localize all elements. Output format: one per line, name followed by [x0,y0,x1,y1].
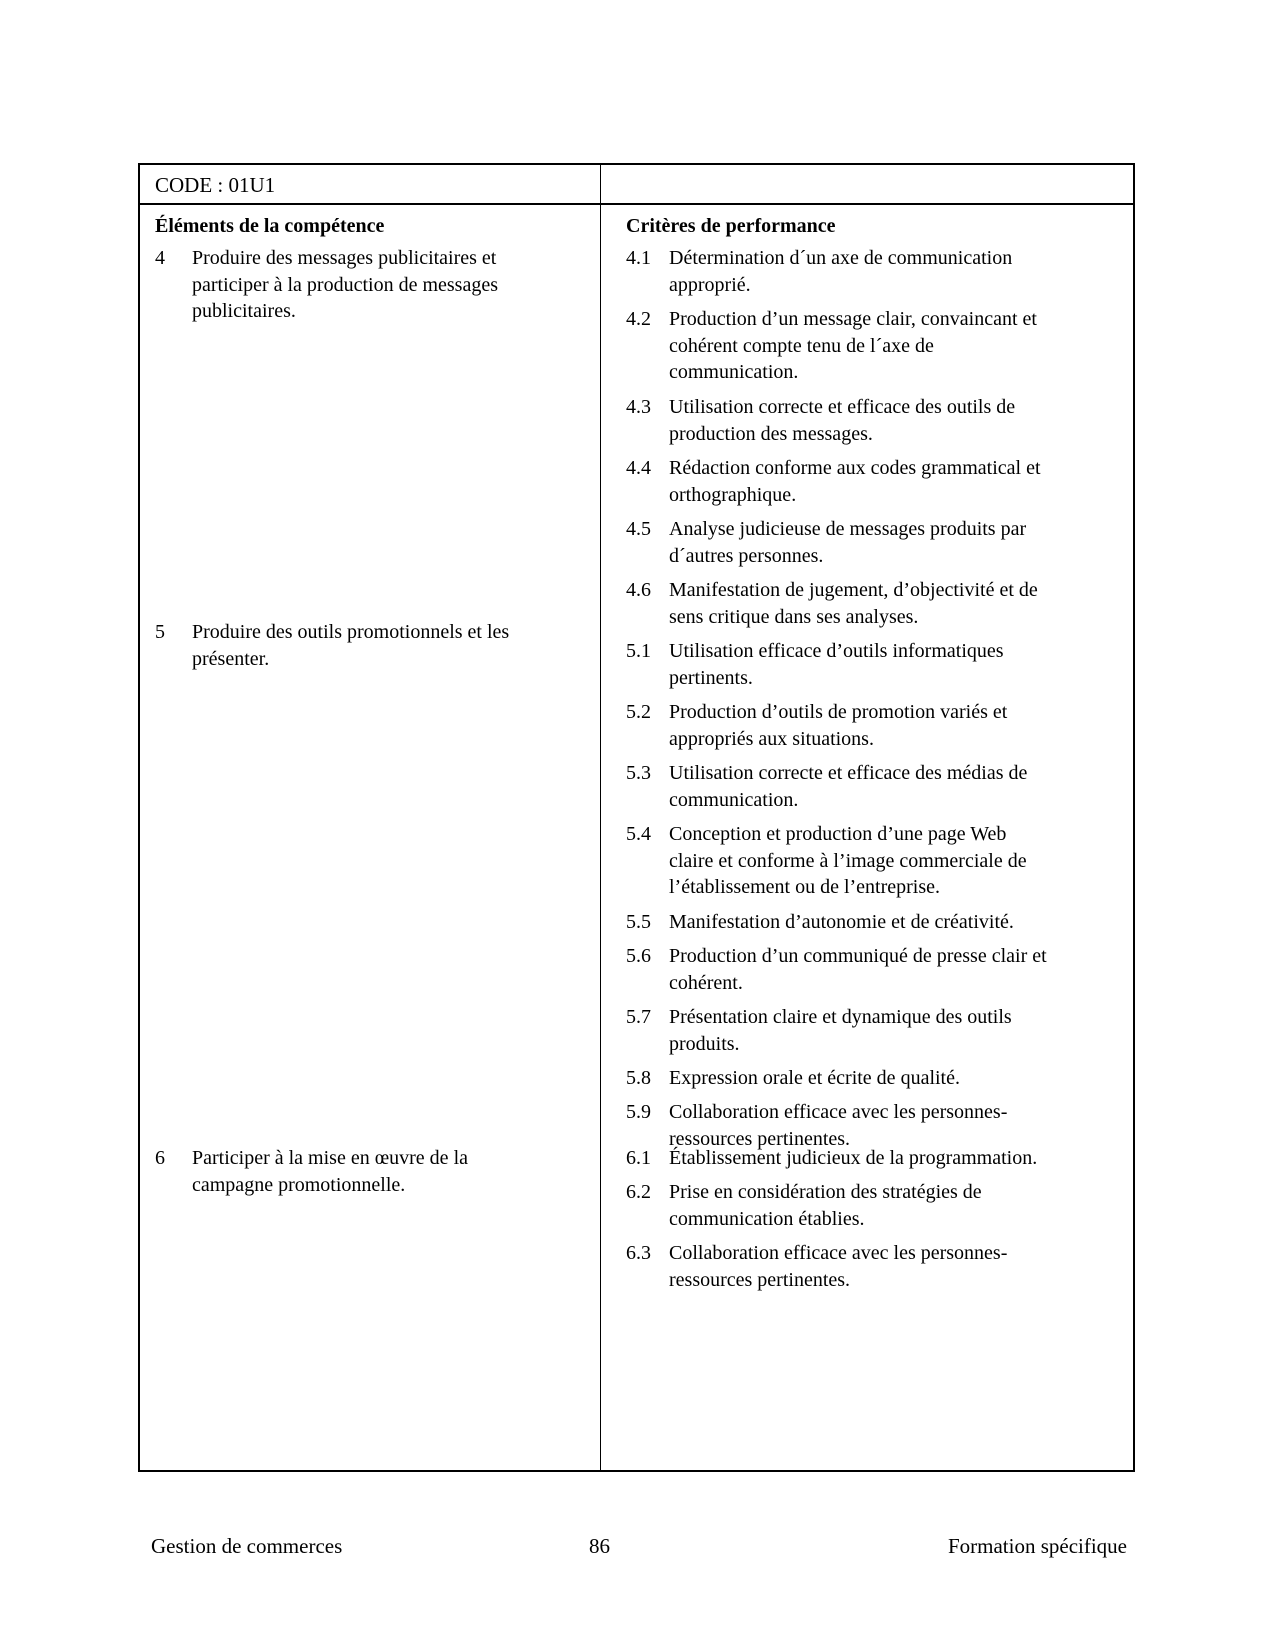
criterion-number: 5.6 [626,945,651,967]
element-number: 6 [155,1147,165,1169]
element-number: 5 [155,621,165,643]
criterion-item-5-1 [626,638,1126,691]
footer-page-number: 86 [589,1534,610,1558]
criterion-text: Production d’un message clair, convaincant et cohérent compte tenu de l´axe de communication. [669,308,1037,383]
criterion-item-5-6 [626,943,1126,996]
element-text: Produire des outils promotionnels et les présenter. [192,621,510,670]
competency-table [138,163,1135,1472]
criterion-text: Manifestation d’autonomie et de créativité. [669,911,1014,933]
criterion-number: 6.2 [626,1181,651,1203]
criterion-text: Établissement judicieux de la programmation. [669,1147,1038,1169]
elements-header: Éléments de la compétence [155,215,385,237]
criterion-number: 4.6 [626,579,651,601]
criterion-item-5-2 [626,699,1126,752]
criterion-number: 5.7 [626,1006,651,1028]
criterion-number: 5.4 [626,823,651,845]
criterion-item-5-3 [626,760,1126,813]
criterion-item-6-1 [626,1145,1126,1172]
criterion-item-6-2 [626,1179,1126,1232]
criterion-number: 4.1 [626,247,651,269]
criterion-item-5-7 [626,1004,1126,1057]
criterion-item-4-6 [626,577,1126,630]
criterion-item-4-4 [626,455,1126,508]
criterion-item-5-5 [626,909,1126,936]
criterion-text: Expression orale et écrite de qualité. [669,1067,960,1089]
criterion-number: 6.1 [626,1147,651,1169]
criterion-number: 4.3 [626,396,651,418]
footer-program-name: Gestion de commerces [151,1534,343,1558]
footer-section-name: Formation spécifique [947,1534,1127,1558]
criterion-text: Utilisation correcte et efficace des outils de production des messages. [669,396,1016,445]
element-item-6 [155,1145,575,1198]
element-number: 4 [155,247,165,269]
criterion-text: Présentation claire et dynamique des outils produits. [669,1006,1012,1055]
criterion-text: Utilisation correcte et efficace des médias de communication. [669,762,1028,811]
criterion-text: Détermination d´un axe de communication approprié. [669,247,1013,296]
criterion-item-4-1 [626,245,1126,298]
criterion-number: 5.2 [626,701,651,723]
criterion-number: 6.3 [626,1242,651,1264]
criterion-text: Manifestation de jugement, d’objectivité et de sens critique dans ses analyses. [669,579,1038,628]
criterion-item-5-4 [626,821,1126,901]
competency-code: CODE : 01U1 [155,173,276,197]
element-item-4 [155,245,575,325]
criterion-number: 5.9 [626,1101,651,1123]
criterion-number: 5.5 [626,911,651,933]
criterion-text: Utilisation efficace d’outils informatiques pertinents. [669,640,1004,689]
criterion-number: 5.3 [626,762,651,784]
criterion-text: Conception et production d’une page Web claire et conforme à l’image commerciale de l’établissement ou de l’entreprise. [669,823,1027,898]
criterion-item-6-3 [626,1240,1126,1293]
criteria-header: Critères de performance [626,215,836,237]
code-row [140,165,1133,205]
element-text: Produire des messages publicitaires et participer à la production de messages publicitaires. [192,247,498,322]
criterion-number: 4.2 [626,308,651,330]
criterion-text: Collaboration efficace avec les personnes- ressources pertinentes. [669,1101,1008,1150]
criterion-number: 4.5 [626,518,651,540]
criterion-item-4-2 [626,306,1126,386]
criterion-text: Rédaction conforme aux codes grammatical et orthographique. [669,457,1041,506]
criterion-text: Analyse judicieuse de messages produits par d´autres personnes. [669,518,1027,567]
element-item-5 [155,619,575,672]
criterion-text: Prise en considération des stratégies de communication établies. [669,1181,982,1230]
criterion-item-5-8 [626,1065,1126,1092]
criterion-item-4-3 [626,394,1126,447]
criterion-text: Collaboration efficace avec les personnes- ressources pertinentes. [669,1242,1008,1291]
criterion-text: Production d’un communiqué de presse clair et cohérent. [669,945,1047,994]
criterion-item-4-5 [626,516,1126,569]
element-text: Participer à la mise en œuvre de la campagne promotionnelle. [192,1147,468,1196]
criterion-number: 5.8 [626,1067,651,1089]
column-divider [600,165,601,1470]
criterion-number: 4.4 [626,457,651,479]
criterion-text: Production d’outils de promotion variés et appropriés aux situations. [669,701,1008,750]
criterion-number: 5.1 [626,640,651,662]
